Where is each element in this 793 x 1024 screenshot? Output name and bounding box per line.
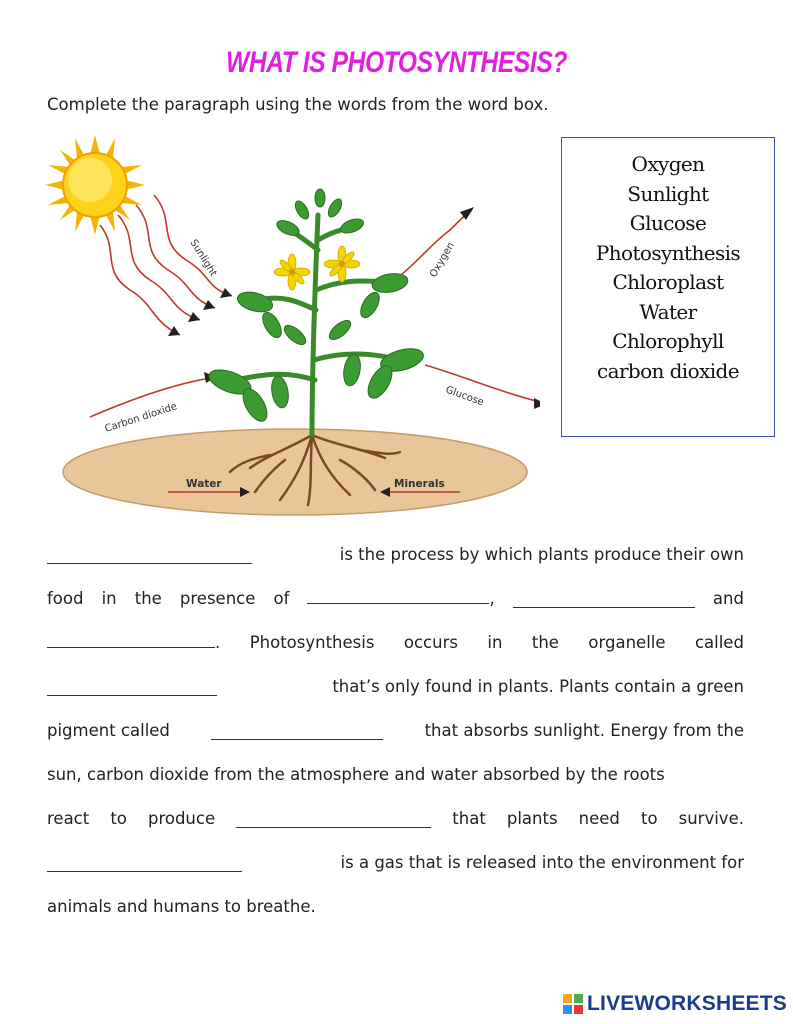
footer-logo bbox=[563, 992, 787, 1016]
paragraph-word: react bbox=[47, 809, 90, 828]
blank-input[interactable] bbox=[211, 723, 383, 740]
paragraph-word: presence bbox=[179, 589, 256, 608]
instruction-text: Complete the paragraph using the words from the word box. bbox=[47, 95, 549, 114]
paragraph-word: in bbox=[487, 633, 503, 652]
paragraph-word: in bbox=[101, 589, 117, 608]
paragraph-word: organelle bbox=[588, 633, 666, 652]
paragraph-word: need bbox=[578, 809, 620, 828]
paragraph-word: produce bbox=[147, 809, 216, 828]
oxygen-label: Oxygen bbox=[428, 240, 457, 280]
paragraph-text: is a gas that is released into the environment for bbox=[340, 853, 744, 872]
blank-input[interactable] bbox=[47, 679, 217, 696]
word-box-item: Chloroplast bbox=[612, 270, 724, 294]
paragraph-text: that’s only found in plants. Plants contain a green bbox=[332, 677, 744, 696]
glucose-label: Glucose bbox=[443, 384, 486, 409]
paragraph-word: called bbox=[694, 633, 744, 652]
paragraph-word: plants bbox=[506, 809, 558, 828]
blank-input[interactable] bbox=[47, 547, 252, 564]
paragraph-text: pigment called bbox=[47, 721, 170, 740]
paragraph-word: survive. bbox=[678, 809, 744, 828]
photosynthesis-diagram bbox=[40, 130, 540, 530]
blank-input[interactable] bbox=[307, 587, 489, 604]
blank-input[interactable] bbox=[513, 591, 695, 608]
word-box-item: Glucose bbox=[629, 211, 707, 235]
paragraph-word: , bbox=[489, 589, 495, 608]
liveworksheets-logo-icon bbox=[563, 994, 583, 1014]
paragraph-word: the bbox=[531, 633, 559, 652]
word-box-item: Sunlight bbox=[627, 181, 709, 206]
blank-pair bbox=[307, 587, 494, 608]
carbon-dioxide-label: Carbon dioxide bbox=[103, 401, 179, 435]
word-box-item: Water bbox=[639, 299, 697, 324]
paragraph-word: food bbox=[47, 589, 84, 608]
word-box-item: Chlorophyll bbox=[612, 329, 724, 353]
word-box-item: carbon dioxide bbox=[597, 358, 739, 383]
paragraph-text: sun, carbon dioxide from the atmosphere and water absorbed by the roots bbox=[47, 765, 665, 784]
word-box bbox=[561, 137, 775, 437]
minerals-label: Minerals bbox=[394, 478, 445, 490]
brand-name: LIVEWORKSHEETS bbox=[587, 992, 787, 1015]
word-box-item: Oxygen bbox=[631, 152, 705, 176]
water-label: Water bbox=[186, 478, 222, 490]
paragraph-text: that absorbs sunlight. Energy from the bbox=[424, 721, 744, 740]
paragraph-word: that bbox=[452, 809, 486, 828]
paragraph-word: and bbox=[712, 589, 744, 608]
paragraph-word: occurs bbox=[403, 633, 458, 652]
paragraph-word: Photosynthesis bbox=[249, 633, 375, 652]
soil-ellipse bbox=[63, 429, 527, 515]
blank-input[interactable] bbox=[47, 631, 215, 648]
blank-input[interactable] bbox=[236, 811, 431, 828]
paragraph-text: animals and humans to breathe. bbox=[47, 897, 316, 916]
paragraph-word: the bbox=[134, 589, 162, 608]
paragraph-word: to bbox=[110, 809, 127, 828]
word-box-item: Photosynthesis bbox=[595, 240, 741, 265]
sun-icon bbox=[45, 135, 145, 235]
page-title: WHAT IS PHOTOSYNTHESIS? bbox=[226, 46, 567, 79]
paragraph-word: of bbox=[273, 589, 290, 608]
blank-input[interactable] bbox=[47, 855, 242, 872]
paragraph-text: is the process by which plants produce their own bbox=[339, 545, 744, 564]
paragraph-word: to bbox=[640, 809, 658, 828]
paragraph-word: . bbox=[215, 633, 221, 652]
sunlight-label: Sunlight bbox=[187, 237, 219, 279]
blank-pair bbox=[47, 631, 220, 652]
